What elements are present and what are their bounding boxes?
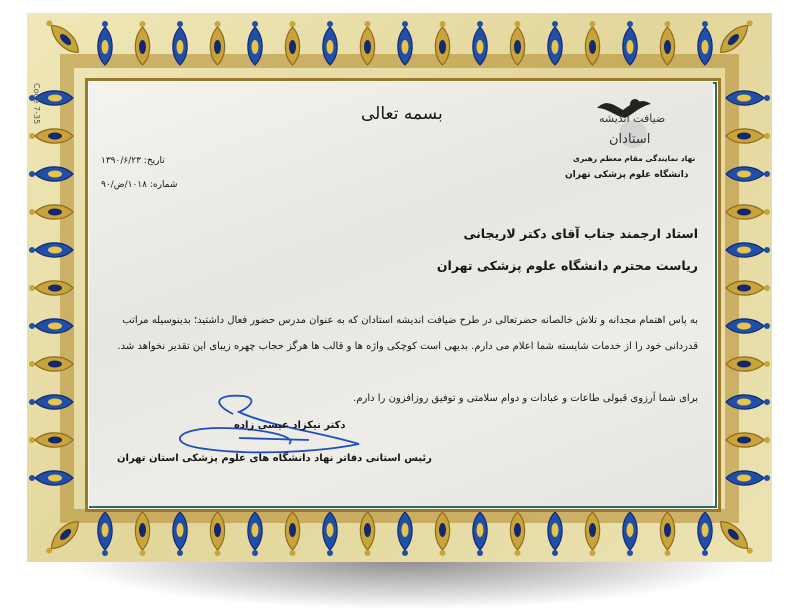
signer-name: دکتر نیکزاد عیسی زاده: [234, 420, 346, 431]
blue-medallion-icon: [473, 512, 487, 556]
gold-medallion-icon: [29, 205, 73, 219]
blue-medallion-icon: [29, 395, 73, 409]
gold-medallion-icon: [726, 281, 770, 295]
number-row: [101, 180, 177, 190]
blue-medallion-icon: [398, 21, 412, 65]
blue-medallion-icon: [726, 167, 770, 181]
body-line-2: قدردانی خود را از خدمات شایسته شما اعلام می دارم. بدیهی است کوچکی واژه ها و قالب ها هرگز حجاب چهره زیبای این تقدیر نخواهد شد.: [117, 341, 698, 352]
gold-medallion-icon: [585, 512, 599, 556]
blue-medallion-icon: [623, 512, 637, 556]
gold-medallion-icon: [42, 16, 83, 57]
blue-medallion-icon: [726, 243, 770, 257]
gold-medallion-icon: [135, 512, 149, 556]
date-value: ۱۳۹۰/۶/۲۳: [101, 156, 141, 166]
blue-medallion-icon: [323, 512, 337, 556]
body-line-1: به پاس اهتمام مجدانه و تلاش خالصانه حضرتعالی در طرح ضیافت اندیشه استادان که به عنوان مدرس حضور فعال داشتید؛ بدینوسیله مراتب: [122, 315, 698, 326]
blue-medallion-icon: [548, 21, 562, 65]
number-value: ۱۰۱۸/ض/۹۰: [101, 180, 147, 190]
blue-medallion-icon: [29, 167, 73, 181]
gold-medallion-icon: [660, 512, 674, 556]
gold-medallion-icon: [29, 357, 73, 371]
gold-medallion-icon: [716, 16, 757, 57]
blue-medallion-icon: [248, 512, 262, 556]
gold-medallion-icon: [285, 512, 299, 556]
blue-medallion-icon: [726, 91, 770, 105]
gold-medallion-icon: [726, 357, 770, 371]
gold-medallion-icon: [210, 512, 224, 556]
gold-medallion-icon: [435, 21, 449, 65]
blue-medallion-icon: [173, 21, 187, 65]
gold-medallion-icon: [726, 205, 770, 219]
gold-medallion-icon: [29, 129, 73, 143]
gold-medallion-icon: [29, 281, 73, 295]
certificate: [27, 13, 772, 562]
number-label: شماره:: [149, 180, 178, 190]
gold-medallion-icon: [585, 21, 599, 65]
blue-medallion-icon: [726, 471, 770, 485]
blue-medallion-icon: [473, 21, 487, 65]
form-code-label: Code 7-35: [32, 83, 41, 125]
blue-medallion-icon: [98, 512, 112, 556]
blue-medallion-icon: [29, 319, 73, 333]
heading: بسمه تعالی: [361, 104, 443, 124]
blue-medallion-icon: [98, 21, 112, 65]
gold-medallion-icon: [360, 512, 374, 556]
gold-medallion-icon: [285, 21, 299, 65]
drop-shadow: [60, 560, 750, 610]
blue-medallion-icon: [323, 21, 337, 65]
blue-medallion-icon: [398, 512, 412, 556]
blue-medallion-icon: [29, 471, 73, 485]
gold-medallion-icon: [135, 21, 149, 65]
gold-medallion-icon: [210, 21, 224, 65]
addressee-line-2: ریاست محترم دانشگاه علوم پزشکی تهران: [436, 258, 698, 273]
blue-medallion-icon: [698, 21, 712, 65]
body-line-3: برای شما آرزوی قبولی طاعات و عبادات و دوام سلامتی و توفیق روزافزون را دارم.: [353, 393, 698, 404]
org-line-1: نهاد نمایندگی مقام معظم رهبری: [573, 154, 696, 163]
blue-medallion-icon: [698, 512, 712, 556]
blue-medallion-icon: [726, 319, 770, 333]
logo-text-1: ضیافت اندیشه: [599, 112, 666, 125]
gold-medallion-icon: [726, 433, 770, 447]
blue-medallion-icon: [726, 395, 770, 409]
gold-medallion-icon: [510, 512, 524, 556]
gold-medallion-icon: [435, 512, 449, 556]
blue-medallion-icon: [623, 21, 637, 65]
gold-medallion-icon: [510, 21, 524, 65]
blue-medallion-icon: [548, 512, 562, 556]
paper: [89, 82, 713, 506]
blue-medallion-icon: [248, 21, 262, 65]
date-label: تاریخ:: [143, 156, 165, 166]
org-line-2: دانشگاه علوم پزشکی تهران: [565, 170, 689, 180]
blue-medallion-icon: [173, 512, 187, 556]
gold-medallion-icon: [726, 129, 770, 143]
addressee-line-1: استاد ارجمند جناب آقای دکتر لاریجانی: [463, 226, 698, 241]
date-row: [101, 156, 165, 166]
logo-text-2: استادان: [609, 132, 651, 147]
blue-medallion-icon: [29, 243, 73, 257]
gold-medallion-icon: [29, 433, 73, 447]
signer-title: رئیس استانی دفاتر نهاد دانشگاه های علوم پزشکی استان تهران: [117, 453, 432, 464]
gold-medallion-icon: [360, 21, 374, 65]
gold-medallion-icon: [660, 21, 674, 65]
